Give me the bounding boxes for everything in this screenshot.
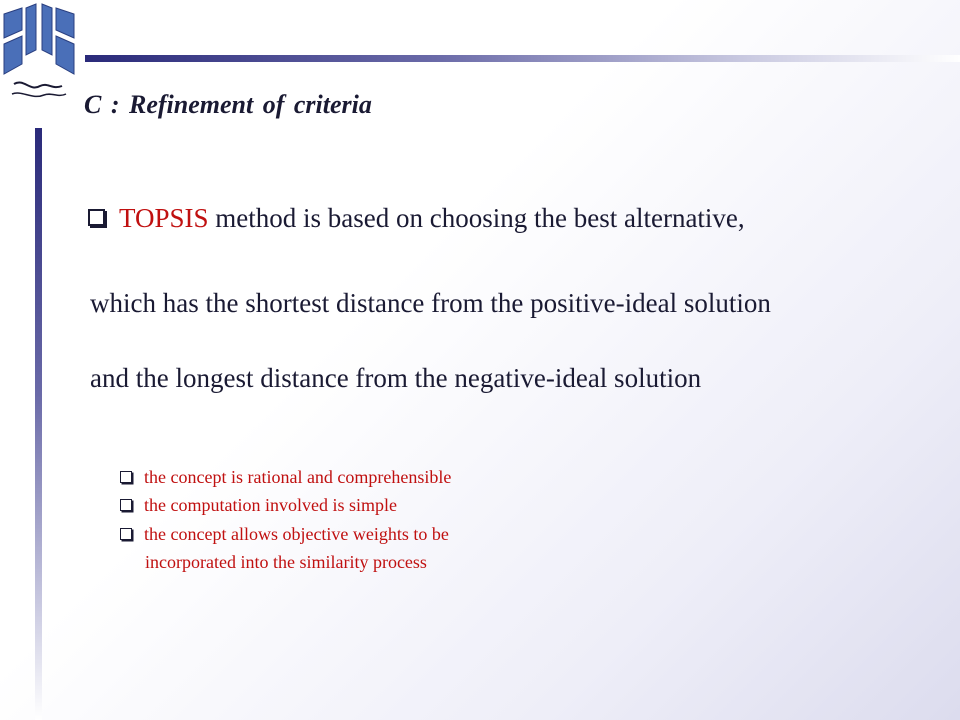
list-item-text: the concept is rational and comprehensible	[144, 467, 452, 487]
checkbox-bullet-icon	[120, 528, 132, 540]
checkbox-bullet-icon	[120, 499, 132, 511]
university-logo-icon	[0, 0, 78, 118]
main-line-1-text: method is based on choosing the best alternative,	[208, 203, 745, 233]
list-item-continuation: incorporated into the similarity process	[145, 552, 427, 572]
list-item	[120, 467, 451, 488]
side-divider-line	[35, 128, 42, 720]
list-item	[120, 524, 449, 545]
main-line-3: and the longest distance from the negative-ideal solution	[90, 363, 702, 393]
slide-title: C : Refinement of criteria	[84, 90, 372, 119]
topsis-highlight: TOPSIS	[119, 203, 209, 233]
main-line-1	[88, 205, 745, 232]
checkbox-bullet-icon	[88, 209, 105, 226]
list-item-text: the concept allows objective weights to be	[144, 524, 449, 544]
list-item-text: the computation involved is simple	[144, 495, 397, 515]
checkbox-bullet-icon	[120, 471, 132, 483]
list-item	[120, 495, 397, 516]
main-line-2: which has the shortest distance from the positive-ideal solution	[90, 288, 771, 318]
top-divider-line	[85, 55, 960, 62]
